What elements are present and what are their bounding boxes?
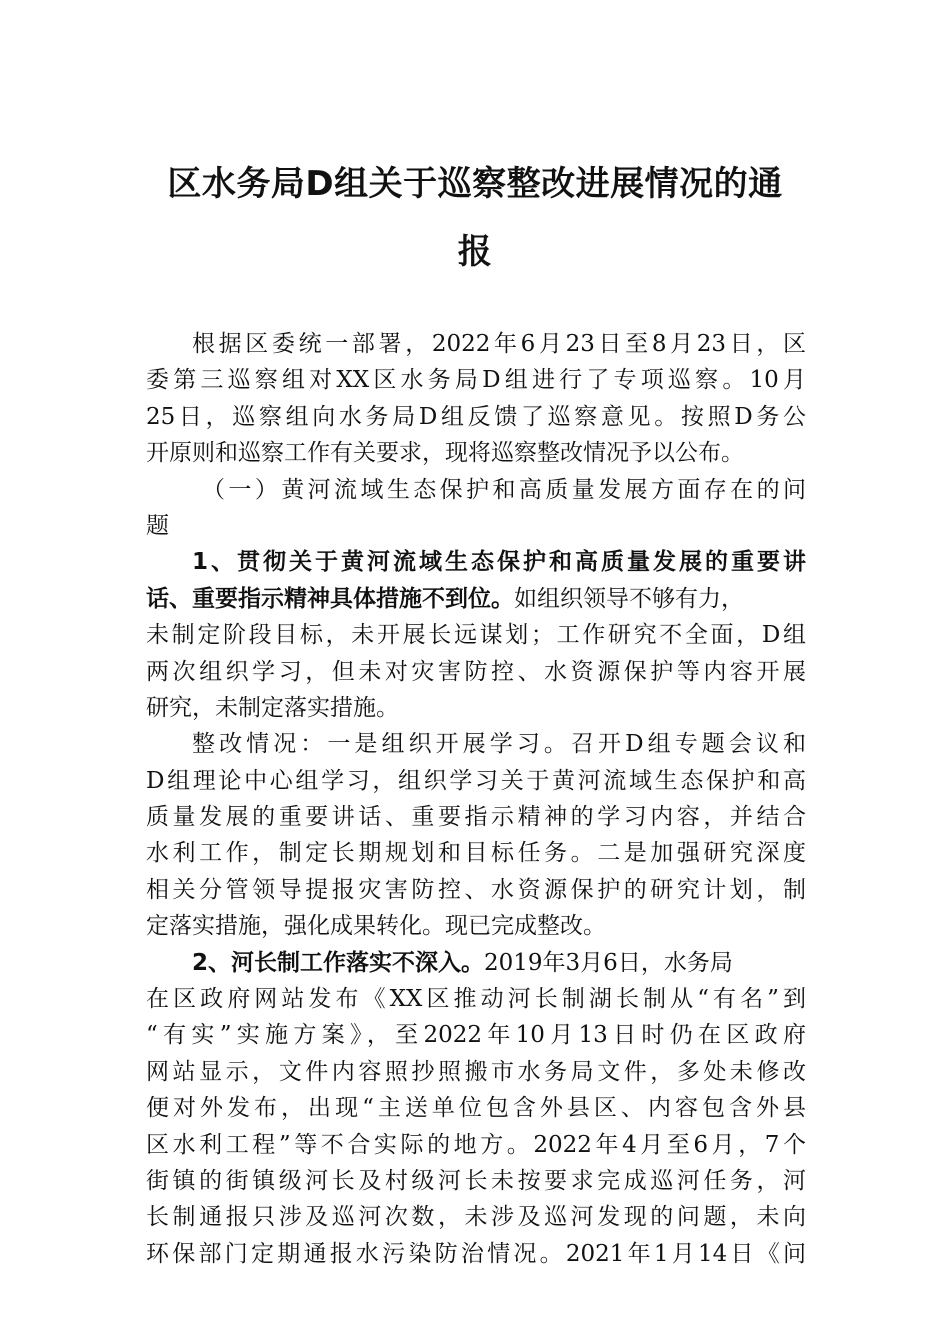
- body-line: 区水利工程”等不合实际的地方。2022年4月至6月，7个: [146, 1131, 806, 1158]
- body-line: 在区政府网站发布《XX区推动河长制湖长制从“有名”到: [146, 986, 806, 1013]
- body-line: “有实”实施方案》，至2022年10月13日时仍在区政府: [146, 1022, 806, 1049]
- mixed-line: [146, 945, 806, 981]
- item-text-start-2: 2019年3月6日，水务局: [484, 949, 733, 976]
- body-line: 委第三巡察组对XX区水务局D组进行了专项巡察。10月: [146, 367, 806, 394]
- body-line: 水利工作，制定长期规划和目标任务。二是加强研究深度: [146, 840, 806, 867]
- section-heading-line: （一）黄河流域生态保护和高质量发展方面存在的问: [202, 476, 806, 503]
- body-line: 定落实措施，强化成果转化。现已完成整改。: [146, 913, 606, 940]
- mixed-line: [146, 581, 806, 617]
- document-body: [146, 326, 806, 1272]
- body-line: 研究，未制定落实措施。: [146, 694, 399, 721]
- item-heading-2: 2、河长制工作落实不深入。: [192, 949, 485, 976]
- body-line: 开原则和巡察工作有关要求，现将巡察整改情况予以公布。: [146, 440, 744, 467]
- body-line: 未制定阶段目标，未开展长远谋划；工作研究不全面，D组: [146, 622, 806, 649]
- body-line: 环保部门定期通报水污染防治情况。2021年1月14日《问: [146, 1240, 806, 1267]
- body-line: 25日，巡察组向水务局D组反馈了巡察意见。按照D务公: [146, 403, 806, 430]
- title-line-1: 区水务局D组关于巡察整改进展情况的通: [167, 164, 783, 204]
- body-line: D组理论中心组学习，组织学习关于黄河流域生态保护和高: [146, 767, 806, 794]
- item-heading-line: 1、贯彻关于黄河流域生态保护和高质量发展的重要讲: [192, 549, 806, 576]
- body-line: 网站显示，文件内容照抄照搬市水务局文件，多处未修改: [146, 1058, 806, 1085]
- title-line-2: 报: [457, 232, 493, 272]
- body-line: 相关分管领导提报灾害防控、水资源保护的研究计划，制: [146, 876, 806, 903]
- section-heading-line: 题: [146, 512, 169, 539]
- body-line: 根据区委统一部署，2022年6月23日至8月23日，区: [192, 331, 806, 357]
- body-line: 街镇的街镇级河长及村级河长未按要求完成巡河任务，河: [146, 1167, 806, 1194]
- document-title: [140, 150, 810, 286]
- item-text-start: 如组织领导不够有力，: [514, 585, 744, 612]
- body-line: 两次组织学习，但未对灾害防控、水资源保护等内容开展: [146, 658, 806, 685]
- body-line: 便对外发布，出现“主送单位包含外县区、内容包含外县: [146, 1095, 806, 1122]
- item-heading-tail: 话、重要指示精神具体措施不到位。: [146, 585, 514, 612]
- body-line: 长制通报只涉及巡河次数，未涉及巡河发现的问题，未向: [146, 1204, 806, 1231]
- body-line: 质量发展的重要讲话、重要指示精神的学习内容，并结合: [146, 804, 806, 831]
- body-line: 整改情况：一是组织开展学习。召开D组专题会议和: [192, 731, 806, 758]
